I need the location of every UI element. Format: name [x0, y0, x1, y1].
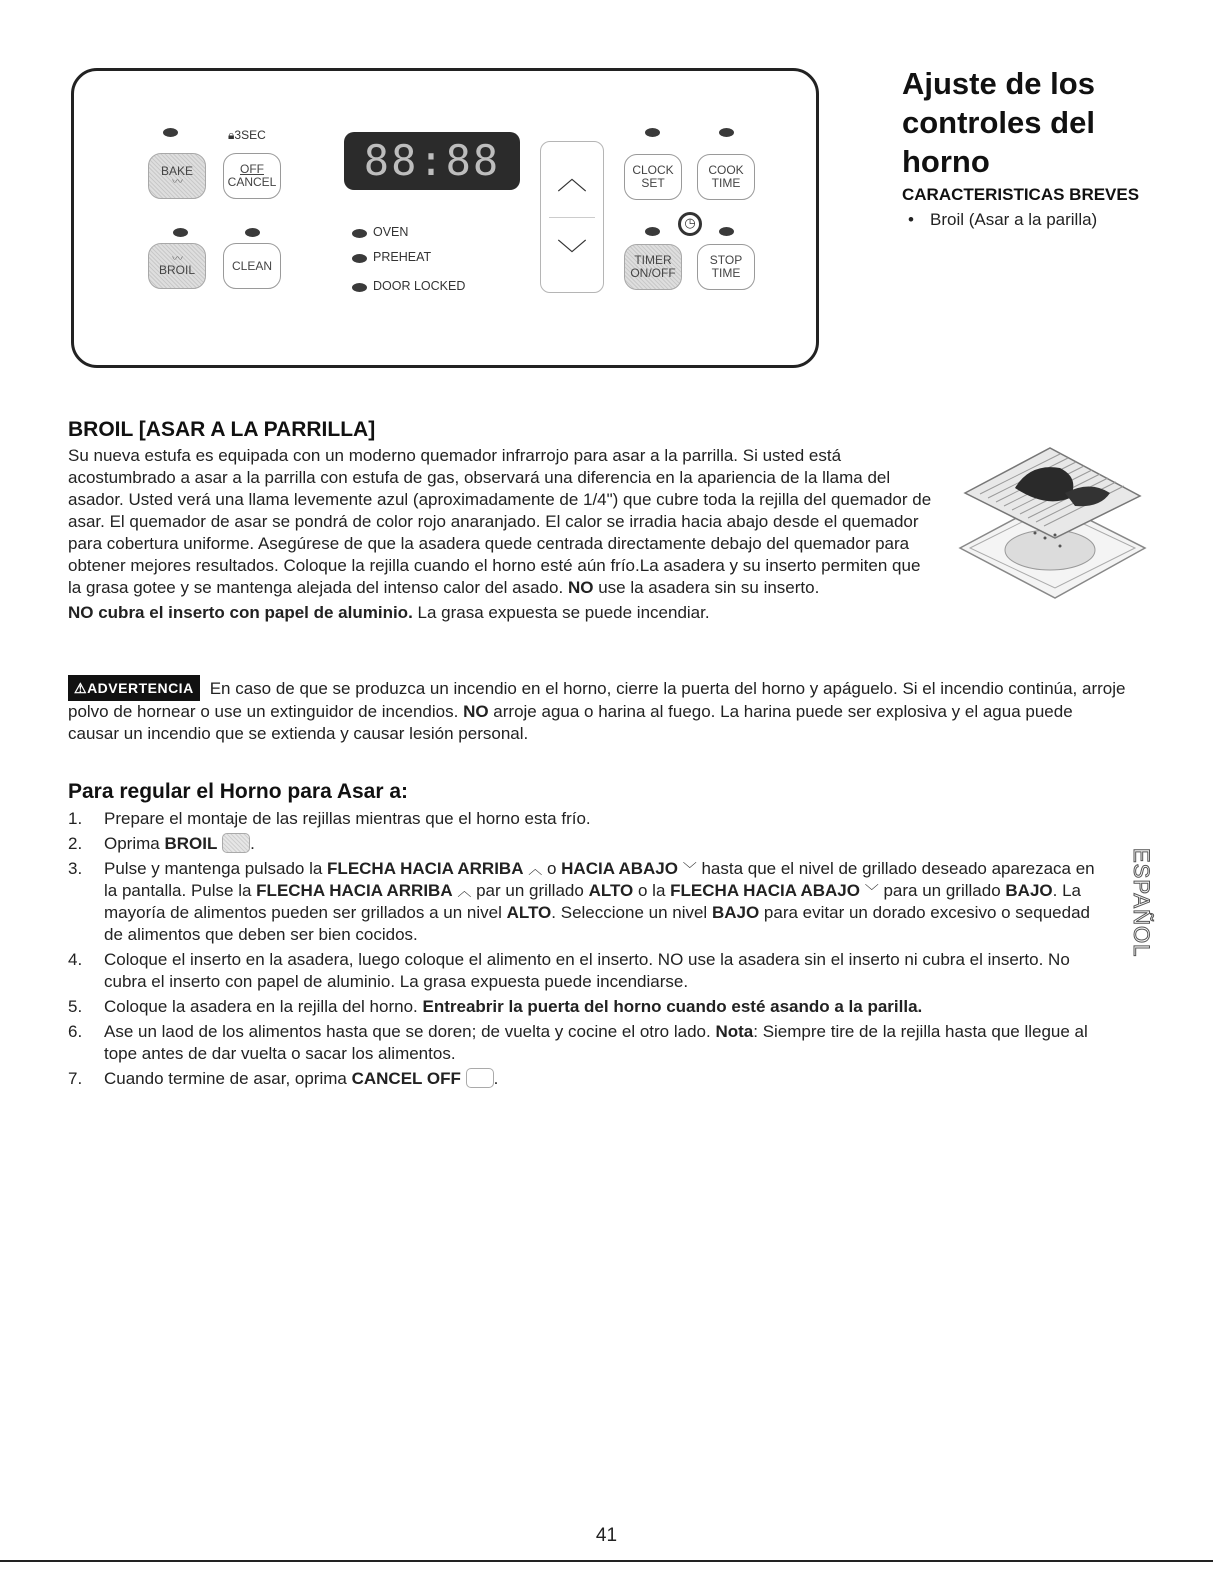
fire-warning [68, 675, 1128, 745]
title-line-1: Ajuste de los [902, 66, 1095, 101]
clean-indicator-light [245, 228, 260, 237]
language-side-label [1122, 844, 1162, 984]
bake-indicator-light [163, 128, 178, 137]
cook-label: COOK [708, 163, 744, 177]
page-title [902, 64, 1202, 181]
time-label: TIME [711, 176, 741, 190]
list-item: 2. Oprima BROIL . [68, 834, 255, 853]
door-locked-indicator-light [352, 283, 367, 292]
bake-wave-icon: 〰 [172, 176, 182, 188]
off-cancel-button[interactable] [223, 153, 281, 199]
cook-time-button[interactable] [697, 154, 755, 200]
preheat-indicator-light [352, 254, 367, 263]
timer-on-off-button[interactable] [624, 244, 682, 290]
aluminum-note-rest: La grasa expuesta se puede incendiar. [417, 603, 710, 622]
clock-indicator-light [645, 128, 660, 137]
lock-3sec-label: 🔒︎3SEC [228, 128, 266, 142]
aluminum-note [68, 602, 938, 624]
broil-indicator-light [173, 228, 188, 237]
list-item: 5. Coloque la asadera en la rejilla del horno. Entreabrir la puerta del horno cuando esté asando a la parilla. [68, 997, 923, 1016]
down-arrow-icon: ﹀ [682, 861, 697, 877]
preheat-indicator-label: PREHEAT [373, 250, 432, 264]
svg-text:ESPAÑOL: ESPAÑOL [1129, 848, 1154, 958]
broil-section-heading: BROIL [ASAR A LA PARRILLA] [68, 418, 376, 441]
clean-label: CLEAN [231, 258, 272, 273]
warning-text-1: En caso de que se produzca un incendio en el horno, cierre la puerta del horno y apáguelo. Si el incendio continúa, arroje polvo de hornear o use un extinguidor de incendios. [68, 679, 1126, 721]
timer-indicator-light [645, 227, 660, 236]
down-arrow-icon: ﹀ [864, 883, 879, 899]
title-line-2: controles del [902, 105, 1095, 140]
warning-text-2: arroje agua o harina al fuego. La harina puede ser explosiva y el agua puede causar un incendio que se extienda y causar lesión personal. [68, 702, 1073, 743]
bake-label: BAKE [160, 164, 193, 178]
up-arrow-button[interactable] [541, 154, 603, 198]
clock-label: CLOCK [632, 163, 674, 177]
steps-heading: Para regular el Horno para Asar a: [68, 780, 409, 803]
list-item: 4. Coloque el inserto en la asadera, luego coloque el alimento en el inserto. NO use la asadera sin el inserto ni cubra el inserto. No cubra el inserto con papel de aluminio. La grasa expuesta puede incendiarse. [68, 950, 1070, 991]
oven-indicator-light [352, 229, 367, 238]
control-panel-illustration [71, 68, 819, 368]
on-off-label: ON/OFF [630, 266, 676, 280]
list-item: 3. Pulse y mantenga pulsado la FLECHA HACIA ARRIBA ︿ o HACIA ABAJO ﹀ hasta que el nivel de grillado deseado aparezaca en la pantalla. Pulse la FLECHA HACIA ARRIBA ︿ par un grillado ALTO o la FLECHA HACIA ABAJO ﹀ para un grillado BAJO. La mayoría de alimentos pueden ser grillados a un nivel ALTO. Seleccione un nivel BAJO para evitar un dorado excesivo o sequedad de alimentos que deben ser bien cocidos. [68, 859, 1095, 944]
stop-time-indicator-light [719, 227, 734, 236]
feature-item: Broil (Asar a la parilla) [930, 210, 1098, 229]
stop-time-button[interactable] [697, 244, 755, 290]
list-item: 6. Ase un laod de los alimentos hasta que se doren; de vuelta y cocine el otro lado. Nota: Siempre tire de la rejilla hasta que llegue al tope antes de dar vuelta o sacar los alimentos. [68, 1022, 1088, 1063]
no-emphasis: NO [567, 578, 594, 597]
set-label: SET [641, 176, 665, 190]
arrow-divider [549, 217, 595, 218]
steps-list [68, 808, 1108, 1093]
oven-indicator-label: OVEN [373, 225, 409, 239]
digital-display: 88:88 [344, 132, 520, 190]
clock-set-button[interactable] [624, 154, 682, 200]
cook-time-indicator-light [719, 128, 734, 137]
features-heading: CARACTERISTICAS BREVES [902, 185, 1140, 204]
door-locked-indicator-label: DOOR LOCKED [373, 279, 466, 293]
list-item: 1. Prepare el montaje de las rejillas mientras que el horno esta frío. [68, 809, 591, 828]
off-label: OFF [240, 162, 264, 176]
clean-button[interactable] [223, 243, 281, 289]
stop-label: STOP [709, 253, 743, 267]
broil-pad-icon [222, 833, 250, 853]
up-arrow-icon: ︿ [528, 861, 543, 877]
page-number: 41 [595, 1525, 618, 1546]
broiler-pan-illustration [950, 438, 1150, 608]
warning-no-emphasis: NO [463, 702, 489, 721]
bullet-icon: • [908, 210, 914, 229]
timer-label: TIMER [634, 253, 672, 267]
arrow-keypad [540, 141, 604, 293]
clock-icon: ◷ [678, 212, 702, 236]
features-list [908, 210, 1097, 230]
warning-icon: ⚠ [74, 680, 88, 696]
broil-paragraph-text: Su nueva estufa es equipada con un moderno quemador infrarrojo para asar a la parrilla. Si usted está acostumbrado a asar a la parrilla con estufa de gas, observará una diferencia en la apariencia de la llama del asador. Usted verá una llama levemente azul (aproximadamente de 1/4") que cubre toda la rejilla del quemador de asar. El quemador de asar se pondrá de color rojo anaranjado. El calor se irradia hacia abajo desde el quemador para cobertura uniforme. Asegúrese de que la asadera quede centrada directamente debajo del quemador para obtener mejores resultados. Coloque la rejilla cuando el horno esté aún frío.La asadera y su inserto permiten que la grasa gotee y se mantenga alejada del intenso calor del asado. [68, 446, 932, 597]
broil-label: BROIL [158, 263, 195, 277]
up-arrow-icon: ︿ [457, 883, 472, 899]
aluminum-note-bold: NO cubra el inserto con papel de aluminio. [68, 603, 413, 622]
stop-time-label: TIME [711, 266, 741, 280]
bottom-rule [0, 1560, 1213, 1562]
warning-badge: ⚠ADVERTENCIA [68, 675, 200, 701]
title-line-3: horno [902, 144, 990, 179]
chevron-up-icon: ︿ [557, 162, 587, 197]
bake-button[interactable] [148, 153, 206, 199]
down-arrow-button[interactable] [541, 230, 603, 274]
lock-icon: 🔒︎ [228, 128, 235, 142]
broil-button[interactable] [148, 243, 206, 289]
cancel-pad-icon [466, 1068, 494, 1088]
cancel-label: CANCEL [227, 175, 277, 189]
chevron-down-icon: ﹀ [557, 238, 587, 273]
broil-wave-icon: 〰 [172, 253, 182, 265]
list-item: 7. Cuando termine de asar, oprima CANCEL OFF . [68, 1069, 499, 1088]
broil-paragraph-end: use la asadera sin su inserto. [598, 578, 820, 597]
broil-paragraph [68, 445, 938, 624]
